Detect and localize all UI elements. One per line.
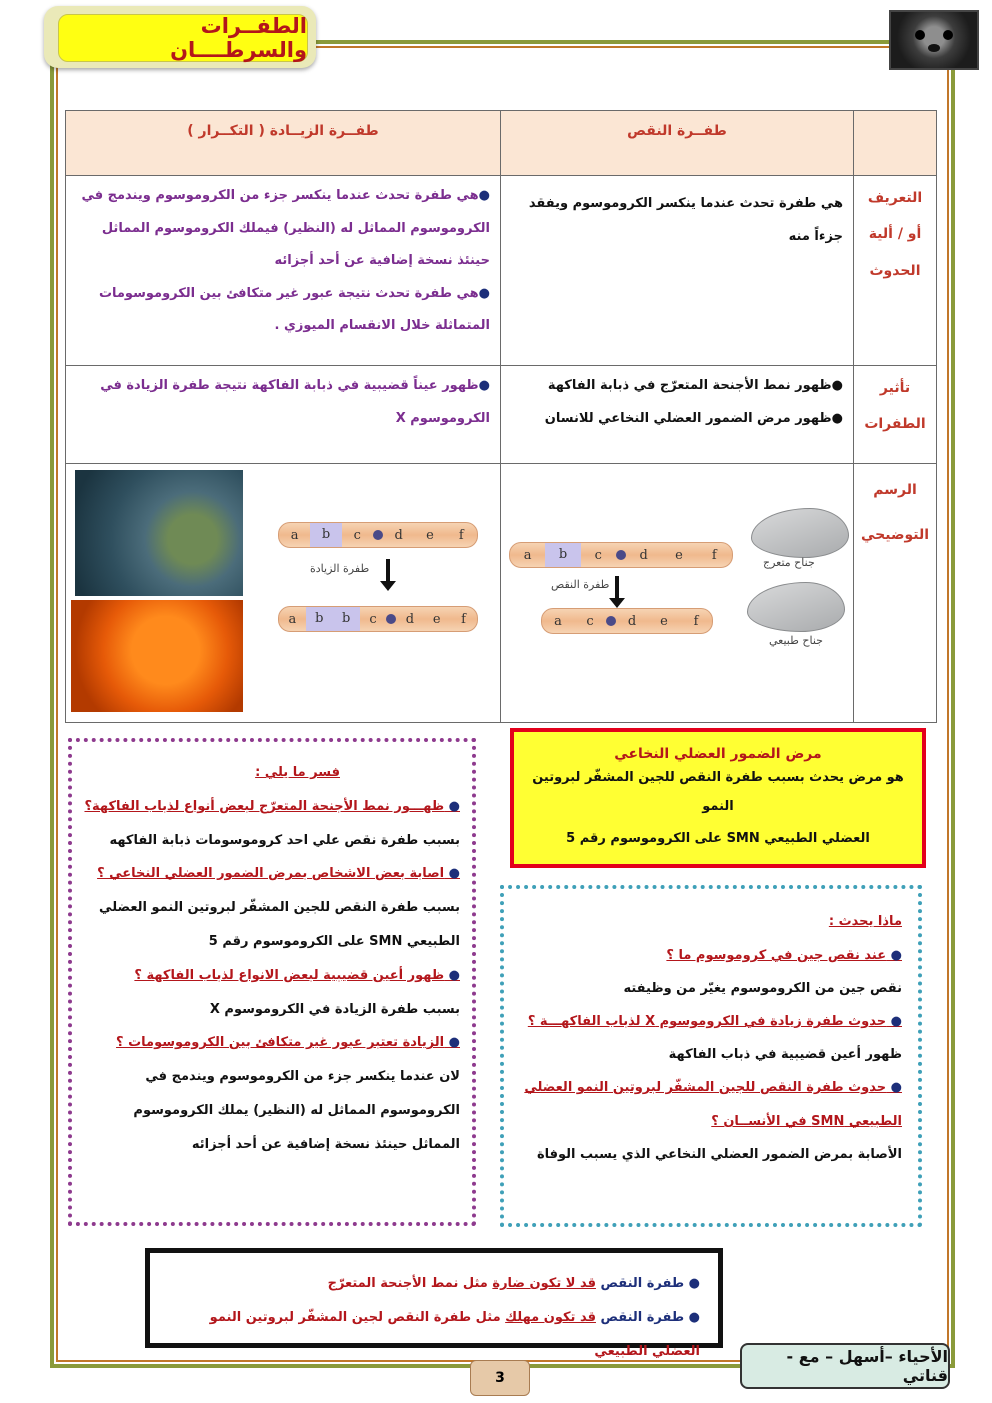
note-box [145, 1248, 723, 1359]
down-arrow-icon [386, 559, 390, 581]
comparison-table [65, 110, 937, 723]
jagged-wing-image [751, 508, 849, 558]
what-happens-box [500, 885, 922, 1227]
explain-item: ● الزيادة تعتبر عبور غير متكافئ بين الكروموسومات ؟ لان عندما ينكسر جزء من الكروموسوم ويندمج في الكروموسوم المماثل له (النظير) يملك الكروموسوم المماثل حينئذ نسخة إضافية عن أحد أجزائه [116, 1035, 460, 1152]
fly-eye-photo [71, 600, 243, 712]
seal-eye-icon [943, 30, 953, 40]
deletion-diagram [501, 464, 854, 723]
seal-eye-icon [915, 30, 925, 40]
normal-wing-image [747, 582, 845, 632]
chromosome-before: a b c d e f [278, 522, 478, 548]
seal-nose-icon [928, 44, 940, 52]
what-item: ● حدوث طفرة زيادة في الكروموسوم X لذباب الفاكهـــة ؟ ظهور أعين قضيبية في ذباب الفاكهة [527, 1014, 902, 1062]
wing-normal-label: جناح طبيعي [769, 634, 823, 647]
wing-jagged-label: جناح متعرج [763, 556, 815, 569]
duplication-effect: ●ظهور عيناً قضيبية في ذبابة الفاكهة نتيجة طفرة الزيادة في الكروموسوم X [66, 366, 501, 464]
down-arrow-icon [615, 576, 619, 598]
page-title: الطفــرات والسرطــــان [58, 14, 308, 62]
duplication-definition: ●هي طفرة تحدث عندما ينكسر جزء من الكروموسوم ويندمج في الكروموسوم المماثل له (النظير) فيملك الكروموسوم المماثل حينئذ نسخة إضافية عن أحد أجزائه ●هي طفرة تحدث نتيجة عبور غير متكافئ بين الكروموسومات المتماثلة خلال الانقسام الميوزي . [66, 176, 501, 366]
row-label-diagram: الرسم التوضيحي [854, 464, 937, 723]
note-line-2: ● طفرة النقص قد تكون مهلك مثل طفرة النقص لجين المشفّر لبروتين النمو العضلي الطبيعي [209, 1309, 700, 1359]
channel-tag: الأحياء –أسهل – مع - قناتي [740, 1343, 950, 1389]
page-number: 3 [470, 1360, 530, 1396]
what-item: ● حدوث طفرة النقص للجين المشفّر لبروتين النمو العضلي الطبيعي SMN في الأنســان ؟ الأصابة بمرض الضمور العضلي النخاعي الذي يسبب الوفاة [524, 1080, 902, 1162]
explain-title: فسر ما يلي : [255, 765, 340, 780]
fly-eye-photo [75, 470, 243, 596]
deletion-definition: هي طفرة تحدث عندما ينكسر الكروموسوم ويفقد جزءاً منه [501, 176, 854, 366]
deletion-effect: ●ظهور نمط الأجنحة المتعرّج في ذبابة الفاكهة ●ظهور مرض الضمور العضلي النخاعي للانسان [501, 366, 854, 464]
row-label-definition: التعريف أو / ألية الحدوث [854, 176, 937, 366]
duplication-label: طفرة الزيادة [310, 562, 370, 575]
sma-title: مرض الضمور العضلي النخاعي [614, 746, 822, 762]
what-item: ● عند نقص جين في كروموسوم ما ؟ نقص جين من الكروموسوم يغيّر من وظيفته [623, 947, 902, 996]
sma-line-1: هو مرض يحدث بسبب طفرة النقص للجين المشفّر لبروتين النمو [532, 770, 904, 814]
note-line-1: ● طفرة النقص قد لا تكون ضارة مثل نمط الأجنحة المتعرّج [327, 1276, 700, 1291]
header-duplication: طفــرة الزيــادة ( التكــرار ) [66, 111, 501, 176]
sma-info-box [510, 728, 926, 868]
deletion-label: طفرة النقص [551, 578, 610, 591]
chromosome-after: a b b c d e f [278, 606, 478, 632]
sma-line-2: العضلي الطبيعي SMN على الكروموسوم رقم 5 [566, 831, 870, 847]
seal-photo [889, 10, 979, 70]
explain-item: ● ظهور أعين قضيبية لبعض الانواع لذباب الفاكهة ؟ بسبب طفرة الزيادة في الكروموسوم X [134, 967, 460, 1017]
duplication-diagram [66, 464, 501, 723]
what-title: ماذا يحدث : [828, 914, 902, 929]
explain-item: ● اصابة بعض الاشخاص بمرض الضمور العضلي النخاعي ؟ بسبب طفرة النقص للجين المشفّر لبروتين النمو العضلي الطبيعي SMN على الكروموسوم رقم 5 [97, 866, 460, 949]
chromosome-before: a b c d e f [509, 542, 733, 568]
header-deletion: طفــرة النقص [501, 111, 854, 176]
explain-item: ● ظهـــور نمط الأجنحة المتعرّج لبعض أنواع لذباب الفاكهة؟ بسبب طفرة نقص علي احد كروموسومات ذبابة الفاكهه [84, 798, 460, 848]
header-empty [854, 111, 937, 176]
explain-box [68, 738, 476, 1226]
row-label-effect: تأثير الطفرات [854, 366, 937, 464]
chromosome-after: a c d e f [541, 608, 713, 634]
